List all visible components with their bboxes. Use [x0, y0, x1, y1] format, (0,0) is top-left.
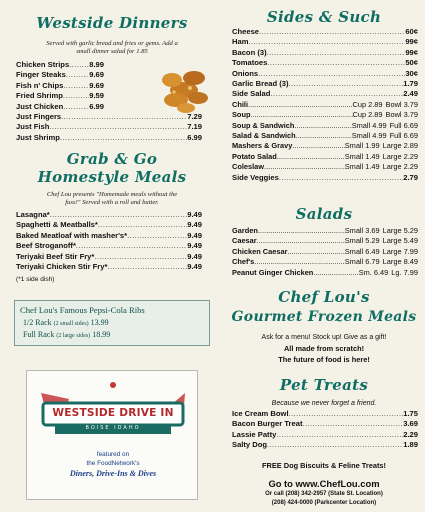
menu-item: Soup ..... Cup 2.89 Bowl 3.79 — [232, 110, 418, 120]
westside-dinners-subtitle-2: small dinner salad for 1.85 — [76, 48, 148, 55]
menu-item: Spaghetti & Meatballs* ..... 9.49 — [16, 220, 202, 230]
sides-list — [232, 27, 418, 183]
phone-line-2: (208) 424-0000 (Parkcenter Location) — [271, 500, 377, 506]
menu-item: Just Chicken ..... 6.99 — [16, 102, 104, 112]
ribs-line-1: 1/2 Rack (2 small sides) 13.99 — [23, 318, 109, 327]
menu-item: Baked Meatloaf with masher's* ..... 9.49 — [16, 231, 202, 241]
grab-and-go-list — [16, 210, 202, 272]
chicken-strips-photo — [154, 60, 216, 116]
dinners-list-a — [16, 60, 104, 112]
menu-item: Chicken Strips ..... 8.99 — [16, 60, 104, 70]
website-link[interactable]: Go to www.ChefLou.com — [268, 478, 380, 489]
featured-line-2: the FoodNetwork's — [86, 460, 140, 467]
menu-item: Chicken Caesar ..... Small 6.49 Large 7.99 — [232, 247, 418, 257]
menu-item: Coleslaw ..... Small 1.49 Large 2.29 — [232, 162, 418, 172]
menu-item: Caesar ..... Small 5.29 Large 5.49 — [232, 236, 418, 246]
dinners-list-b — [16, 112, 202, 143]
grab-and-go-subtitle-2: fuss!" Served with a roll and butter. — [65, 199, 159, 206]
frozen-heading-1: Chef Lou's — [278, 288, 370, 306]
westside-dinners-heading: Westside Dinners — [36, 14, 188, 32]
ribs-title: Chef Lou's Famous Pepsi-Cola Ribs — [20, 305, 145, 315]
grab-and-go-subtitle-1: Chef Lou presents "Homemade meals without the — [46, 191, 178, 198]
menu-item: Side Veggies ..... 2.79 — [232, 173, 418, 183]
menu-item: Bacon (3) ..... 99¢ — [232, 48, 418, 58]
logo-name: WESTSIDE DRIVE IN — [52, 407, 174, 419]
menu-item: Teriyaki Chicken Stir Fry* ..... 9.49 — [16, 262, 202, 272]
menu-item: Mashers & Gravy ..... Small 1.99 Large 2.89 — [232, 141, 418, 151]
menu-item: Chili ..... Cup 2.89 Bowl 3.79 — [232, 100, 418, 110]
salads-list — [232, 226, 418, 278]
logo-subname: BOISE IDAHO — [85, 425, 141, 431]
menu-item: Beef Stroganoff* ..... 9.49 — [16, 241, 202, 251]
menu-item: Lasagna* ..... 9.49 — [16, 210, 202, 220]
menu-item: Fried Shrimp ..... 9.59 — [16, 91, 104, 101]
menu-item: Cheese ..... 60¢ — [232, 27, 418, 37]
menu-item: Garlic Bread (3) ..... 1.79 — [232, 79, 418, 89]
frozen-line-3: The future of food is here! — [278, 355, 370, 364]
featured-line-1: featured on — [96, 451, 130, 458]
menu-item: Potato Salad ..... Small 1.49 Large 2.29 — [232, 152, 418, 162]
menu-item: Salty Dog ..... 1.89 — [232, 440, 418, 450]
pet-treats-list — [232, 409, 418, 451]
menu-item: Soup & Sandwich ..... Small 4.99 Full 6.69 — [232, 121, 418, 131]
menu-item: Ham ..... 99¢ — [232, 37, 418, 47]
menu-item: Fish n' Chips ..... 9.69 — [16, 81, 104, 91]
menu-item: Chef's ..... Small 6.79 Large 8.49 — [232, 257, 418, 267]
menu-item: Side Salad ..... 2.49 — [232, 89, 418, 99]
menu-item: Just Shrimp ..... 6.99 — [16, 133, 202, 143]
menu-item: Ice Cream Bowl ..... 1.75 — [232, 409, 418, 419]
salads-heading: Salads — [295, 205, 353, 223]
menu-item: Lassie Patty ..... 2.29 — [232, 430, 418, 440]
menu-item: Just Fingers ..... 7.29 — [16, 112, 202, 122]
phone-line-1: Or call (208) 342-2957 (State St. Location) — [265, 491, 383, 497]
westside-dinners-subtitle-1: Served with garlic bread and fries or gems. Add a — [46, 40, 178, 47]
ribs-line-2: Full Rack (2 large sides) 18.99 — [23, 330, 111, 339]
menu-item: Just Fish ..... 7.19 — [16, 122, 202, 132]
frozen-heading-2: Gourmet Frozen Meals — [231, 309, 417, 325]
frozen-line-1: Ask for a menu! Stock up! Give as a gift! — [261, 334, 387, 341]
menu-item: Bacon Burger Treat ..... 3.69 — [232, 419, 418, 429]
menu-item: Garden ..... Small 3.69 Large 5.29 — [232, 226, 418, 236]
grab-and-go-heading-1: Grab & Go — [66, 150, 158, 168]
featured-line-3: Diners, Drive-Ins & Dives — [69, 469, 157, 478]
sides-heading: Sides & Such — [266, 8, 382, 26]
free-treats-line: FREE Dog Biscuits & Feline Treats! — [261, 461, 387, 470]
pet-treats-subtitle: Because we never forget a friend. — [271, 400, 377, 407]
menu-item: Finger Steaks ..... 9.69 — [16, 70, 104, 80]
pet-treats-heading: Pet Treats — [279, 376, 369, 394]
menu-item: Onions ..... 30¢ — [232, 69, 418, 79]
ribs-box — [14, 300, 210, 346]
grab-and-go-footnote: (*1 side dish) — [16, 276, 55, 283]
drive-in-logo-block — [26, 370, 198, 500]
menu-item: Peanut Ginger Chicken ..... Sm. 6.49 Lg. 7.99 — [232, 268, 418, 278]
menu-item: Salad & Sandwich ..... Small 4.99 Full 6.69 — [232, 131, 418, 141]
frozen-line-2: All made from scratch! — [283, 344, 365, 353]
grab-and-go-heading-2: Homestyle Meals — [37, 168, 187, 186]
menu-item: Tomatoes ..... 50¢ — [232, 58, 418, 68]
menu-item: Teriyaki Beef Stir Fry* ..... 9.49 — [16, 252, 202, 262]
